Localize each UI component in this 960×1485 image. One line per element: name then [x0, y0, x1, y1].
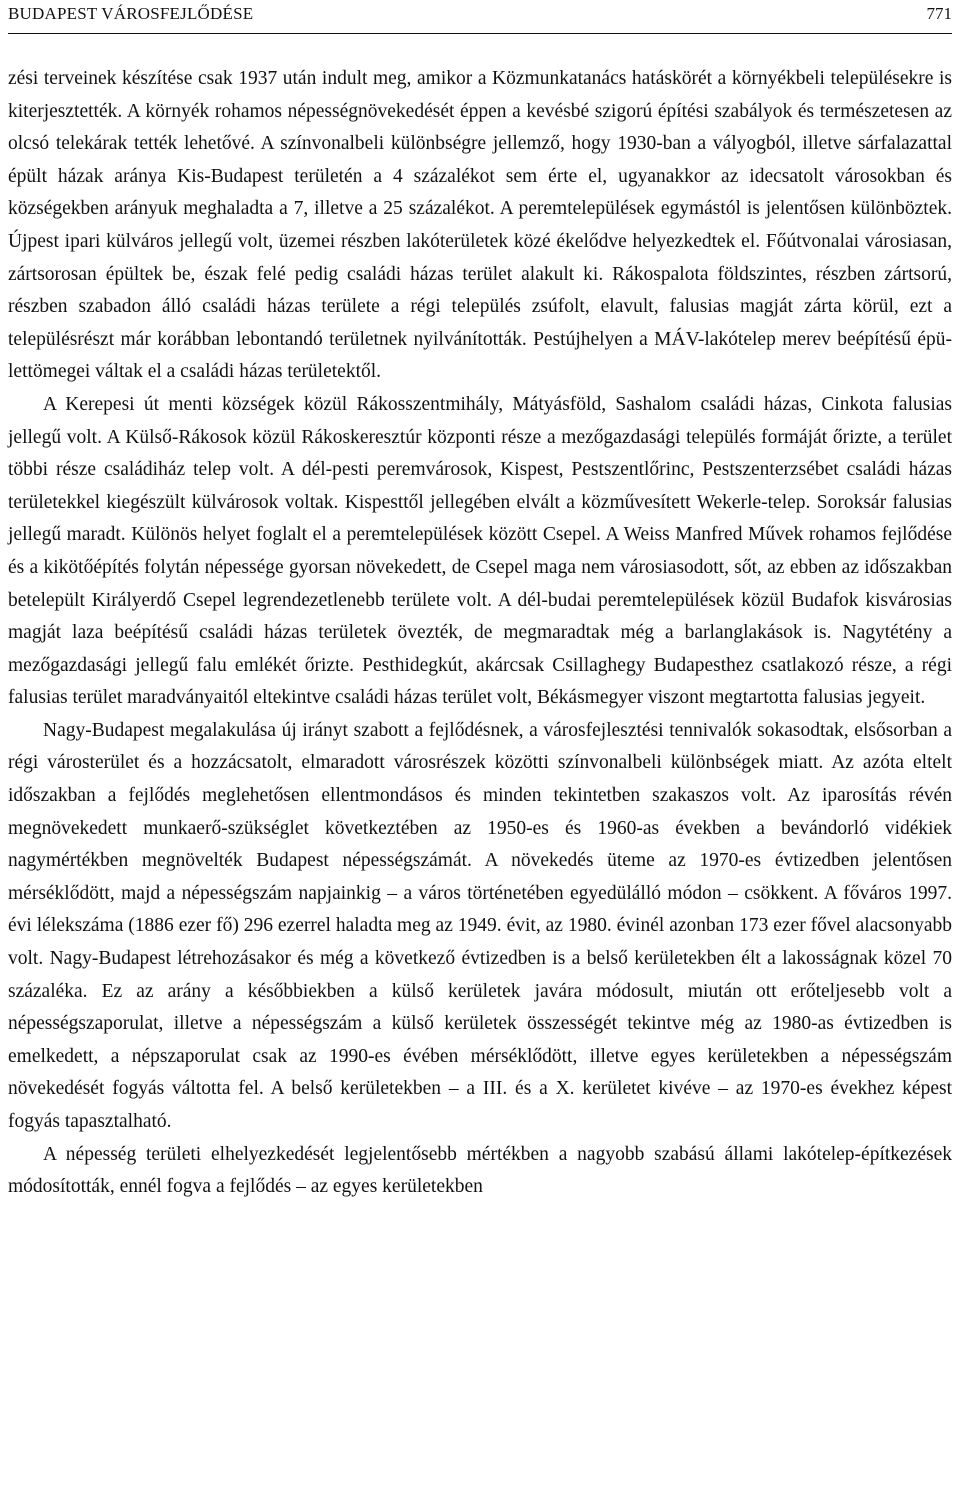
paragraph: A népesség területi elhelyezkedését legjelentősebb mértékben a nagyobb szabású állami lakótelep-építkezések módosították, ennél fogva a fejlődés – az egyes kerületekben [8, 1143, 952, 1198]
paragraph: zési terveinek készítése csak 1937 után indult meg, amikor a Közmunkatanács hatáskörét a környékbeli településekre is kiterjesztették. A környék rohamos népességnövekedését éppen a kevésbé szigorú építési szabályok és természetesen az olcsó telekárak tették lehetővé. A színvonalbeli különbségre jellemző, hogy 1930-ban a vályogból, illetve sárfalazattal épült házak aránya Kis-Budapest területén a 4 százalékot sem érte el, ugyanakkor az idecsatolt városokban és községekben arányuk meghaladta a 7, illetve a 25 százalékot. A peremtelepülések egymástól is jelentősen különböztek. Újpest ipari külváros jellegű volt, üzemei részben lakóterületek közé ékelődve helyezkedtek el. Főútvonalai városiasan, zártsorosan épültek be, észak felé pedig családi házas terület alakult ki. Rákospalota földszintes, részben zártsorú, részben szabadon álló családi házas területe a régi település zsúfolt, elavult, falusias magját zárta körül, ezt a településrészt már korábban lebontandó területnek nyilvánították. Pestújhelyen a MÁV-lakótelep merev beépítésű épülettömegei váltak el a családi házas területektől. [8, 68, 952, 383]
document-page [8, 0, 952, 1485]
body-text [8, 63, 952, 1204]
paragraph: Nagy-Budapest megalakulása új irányt szabott a fejlődésnek, a városfejlesztési tennivalók sokasodtak, elsősorban a régi városterület és a hozzácsatolt, elmaradott városrészek közötti színvonalbeli különbségek miatt. Az azóta eltelt időszakban a fejlődés meglehetősen ellentmondásos és minden tekintetben szakaszos volt. Az iparosítás révén megnövekedett munkaerő-szükséglet következtében az 1950-es és 1960-as években a bevándorló vidékiek nagymértékben megnövelték Budapest népességszámát. A növekedés üteme az 1970-es évtizedben jelentősen mérséklődött, majd a népességszám napjainkig – a város történetében egyedülálló módon – csökkent. A főváros 1997. évi lélekszáma (1886 ezer fő) 296 ezerrel haladta meg az 1949. évit, az 1980. évinél azonban 173 ezer fővel alacsonyabb volt. Nagy-Budapest létrehozásakor és még a következő évtizedben is a belső kerületekben élt a lakosságnak közel 70 százaléka. Ez az arány a későbbiekben a külső kerületek javára módosult, miután ott erőteljesebb volt a népességszaporulat, illetve a népességszám a külső kerületek összességét tekintve még az 1980-as évtizedben is emelkedett, a népszaporulat csak az 1990-es évében mérséklődött, illetve egyes kerületekben a népességszám növekedését fogyás váltotta fel. A belső kerületekben – a III. és a X. kerületet kivéve – az 1970-es évekhez képest fogyás tapasztalható. [8, 719, 952, 1132]
running-header-title: BUDAPEST VÁROSFEJLŐDÉSE [8, 4, 254, 23]
page-number: 771 [926, 4, 952, 23]
running-header [8, 0, 952, 34]
paragraph: A Kerepesi út menti községek közül Rákosszentmihály, Mátyásföld, Sashalom családi házas, Cinkota falusias jellegű volt. A Külső-Rákosok közül Rákoskeresztúr központi része a mezőgazdasági település formáját őrizte, a terület többi része családiház telep volt. A dél-pesti peremvárosok, Kispest, Pestszentlőrinc, Pestszenterzsébet családi házas területekkel kiegészült külvárosok voltak. Kispesttől jellegében elvált a közművesített Wekerle-telep. Soroksár falusias jellegű maradt. Különös helyet foglalt el a peremtelepülések között Csepel. A Weiss Manfred Művek rohamos fejlődése és a kikötőépítés folytán népessége gyorsan növekedett, de Csepel maga nem városiasodott, sőt, az ebben az időszakban betelepült Királyerdő Csepel legrendezetlenebb területe volt. A dél-budai peremtelepülések közül Budafok kisvárosias magját laza beépítésű családi házas területek övezték, de megmaradtak még a barlanglakások is. Nagytétény a mezőgazdasági jellegű falu emlékét őrizte. Pesthidegkút, akárcsak Csillaghegy Budapesthez csatlakozó része, a régi falusias terület maradványaitól eltekintve családi házas terület volt, Békásmegyer viszont megtartotta falusias jegyeit. [8, 393, 952, 709]
